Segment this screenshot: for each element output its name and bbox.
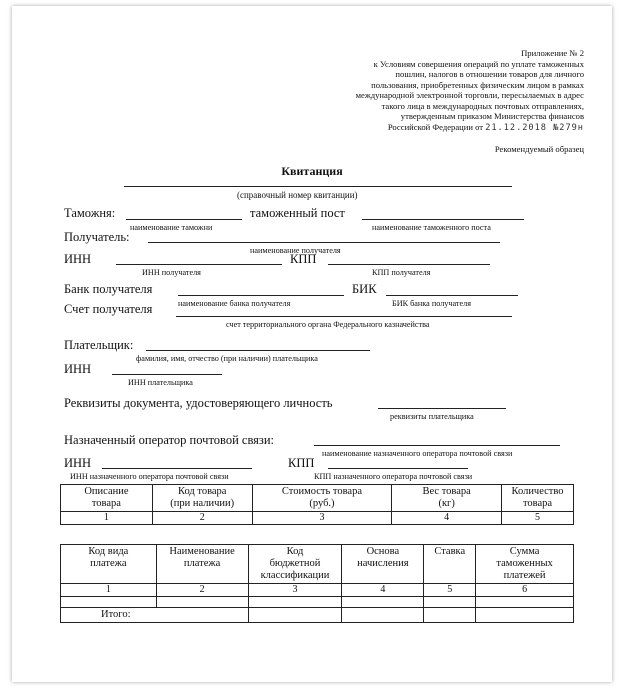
goods-col-number: 5 xyxy=(502,512,574,525)
operator-kpp-label: КПП xyxy=(288,456,315,470)
operator-inn-label: ИНН xyxy=(64,456,92,470)
goods-col-header: Описание товара xyxy=(61,485,153,512)
goods-col-header: Количество товара xyxy=(502,485,574,512)
recommended-sample-note: Рекомендуемый образец xyxy=(494,144,584,154)
recipient-kpp-label: КПП xyxy=(290,252,317,266)
id-document-label: Реквизиты документа, удостоверяющего личность xyxy=(64,396,333,410)
recipient-kpp-line[interactable] xyxy=(328,264,490,265)
recipient-account-caption: счет территориального органа Федерального казначейства xyxy=(226,320,430,329)
table-cell[interactable] xyxy=(424,608,476,623)
postal-operator-label: Назначенный оператор почтовой связи: xyxy=(64,433,275,447)
recipient-line[interactable] xyxy=(148,242,500,243)
table-cell[interactable] xyxy=(156,597,248,608)
customs-caption: наименование таможни xyxy=(130,223,213,232)
receipt-number-caption: (справочный номер квитанции) xyxy=(237,190,358,200)
payments-col-number: 4 xyxy=(342,584,424,597)
id-document-line[interactable] xyxy=(378,408,506,409)
appendix-line: пользования, приобретенных физическим лицом в рамках xyxy=(371,79,584,90)
payments-col-number: 6 xyxy=(476,584,574,597)
total-value-cell[interactable] xyxy=(476,608,574,623)
total-label: Итого: xyxy=(61,608,249,623)
postal-operator-line[interactable] xyxy=(314,445,560,446)
recipient-inn-line[interactable] xyxy=(116,264,282,265)
goods-table-number-row xyxy=(61,512,574,525)
payments-col-header: Сумма таможенных платежей xyxy=(476,545,574,584)
table-cell[interactable] xyxy=(248,597,342,608)
payments-col-number: 2 xyxy=(156,584,248,597)
appendix-line: Приложение № 2 xyxy=(521,48,584,58)
appendix-line: утвержденным приказом Министерства финансов xyxy=(400,111,584,121)
payments-table-total-row xyxy=(61,608,574,623)
operator-kpp-caption: КПП назначенного оператора почтовой связи xyxy=(314,472,473,481)
appendix-line: пошлин, налогов в отношении товаров для личного xyxy=(395,69,584,79)
id-document-caption: реквизиты плательщика xyxy=(390,412,474,421)
goods-table xyxy=(60,484,574,525)
postal-operator-caption: наименование назначенного оператора почтовой связи xyxy=(322,449,513,458)
appendix-line: такого лица в международных почтовых отправлениях, xyxy=(381,100,584,111)
payments-col-number: 5 xyxy=(424,584,476,597)
operator-kpp-line[interactable] xyxy=(328,468,468,469)
goods-col-header: Вес товара (кг) xyxy=(392,485,502,512)
payments-col-number: 3 xyxy=(248,584,342,597)
payments-col-header: Ставка xyxy=(424,545,476,584)
customs-post-caption: наименование таможенного поста xyxy=(372,223,491,232)
customs-post-line[interactable] xyxy=(362,219,524,220)
appendix-line: международной электронной торговли, пересылаемых в адрес xyxy=(355,90,584,100)
payments-col-header: Наименование платежа xyxy=(156,545,248,584)
customs-post-label: таможенный пост xyxy=(250,206,345,220)
recipient-account-label: Счет получателя xyxy=(64,302,153,316)
recipient-caption: наименование получателя xyxy=(250,246,341,255)
payer-inn-label: ИНН xyxy=(64,362,92,376)
recipient-bank-label: Банк получателя xyxy=(64,282,153,296)
customs-line[interactable] xyxy=(126,219,242,220)
payer-inn-caption: ИНН плательщика xyxy=(128,378,193,387)
recipient-bik-label: БИК xyxy=(352,282,377,296)
payments-col-header: Основа начисления xyxy=(342,545,424,584)
table-cell[interactable] xyxy=(342,608,424,623)
payments-table xyxy=(60,544,574,623)
payments-table-number-row xyxy=(61,584,574,597)
goods-col-number: 1 xyxy=(61,512,153,525)
table-cell[interactable] xyxy=(61,597,157,608)
recipient-inn-label: ИНН xyxy=(64,252,92,266)
payments-col-number: 1 xyxy=(61,584,157,597)
payments-col-header: Код бюджетной классификации xyxy=(248,545,342,584)
payer-line[interactable] xyxy=(146,350,370,351)
table-cell[interactable] xyxy=(342,597,424,608)
document-page xyxy=(12,6,612,682)
document-title: Квитанция xyxy=(281,164,343,178)
payments-col-header: Код вида платежа xyxy=(61,545,157,584)
recipient-bank-line[interactable] xyxy=(178,295,344,296)
order-date-handwritten: 21.12.2018 №279н xyxy=(485,122,584,133)
recipient-bik-line[interactable] xyxy=(386,295,518,296)
table-cell[interactable] xyxy=(424,597,476,608)
goods-col-number: 4 xyxy=(392,512,502,525)
appendix-last-line xyxy=(312,122,584,134)
payer-label: Плательщик: xyxy=(64,338,134,352)
goods-col-number: 2 xyxy=(152,512,252,525)
payments-table-empty-row xyxy=(61,597,574,608)
recipient-account-line[interactable] xyxy=(176,316,512,317)
receipt-number-line[interactable] xyxy=(124,186,512,187)
payer-caption: фамилия, имя, отчество (при наличии) плательщика xyxy=(136,354,318,363)
goods-table-header-row xyxy=(61,485,574,512)
customs-label: Таможня: xyxy=(64,206,116,220)
payments-table-header-row xyxy=(61,545,574,584)
recipient-bik-caption: БИК банка получателя xyxy=(392,299,471,308)
recipient-inn-caption: ИНН получателя xyxy=(142,268,201,277)
appendix-line: к Условиям совершения операций по уплате таможенных xyxy=(373,58,584,69)
recipient-label: Получатель: xyxy=(64,230,130,244)
recipient-kpp-caption: КПП получателя xyxy=(372,268,431,277)
recipient-bank-caption: наименование банка получателя xyxy=(178,299,291,308)
goods-col-header: Код товара (при наличии) xyxy=(152,485,252,512)
table-cell[interactable] xyxy=(248,608,342,623)
table-cell[interactable] xyxy=(476,597,574,608)
payer-inn-line[interactable] xyxy=(112,374,222,375)
appendix-note xyxy=(312,48,584,133)
goods-col-header: Стоимость товара (руб.) xyxy=(252,485,392,512)
operator-inn-caption: ИНН назначенного оператора почтовой связи xyxy=(70,472,229,481)
operator-inn-line[interactable] xyxy=(102,468,252,469)
appendix-last-line-prefix: Российской Федерации от xyxy=(387,121,484,132)
goods-col-number: 3 xyxy=(252,512,392,525)
